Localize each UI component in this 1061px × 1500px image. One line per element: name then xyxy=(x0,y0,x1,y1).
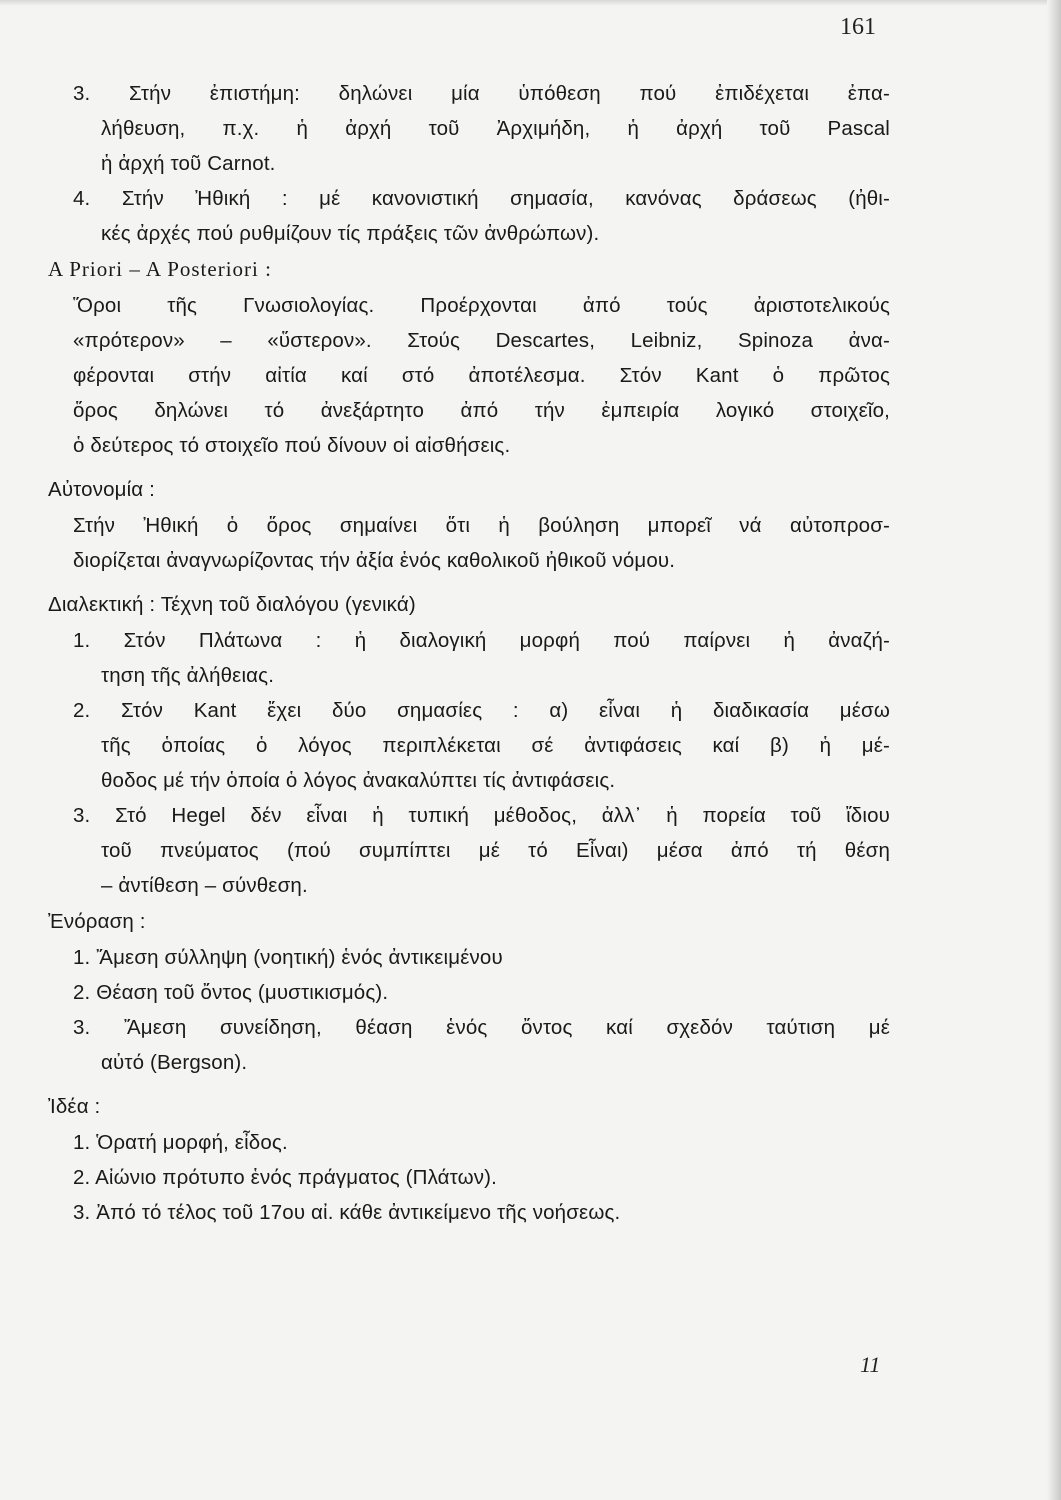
text-line: Στήν Ἠθική ὁ ὅρος σημαίνει ὅτι ἡ βούληση μπορεῖ νά αὐτοπροσ- xyxy=(73,514,890,537)
text-line: 4. Στήν Ἠθική : μέ κανονιστική σημασία, κανόνας δράσεως (ἠθι- xyxy=(73,187,890,210)
entry-heading-autonomy: Αὐτονομία : xyxy=(48,478,156,501)
glossary-text xyxy=(48,76,890,1230)
page-number: 161 xyxy=(840,14,876,40)
page-top-shadow xyxy=(0,0,1061,6)
list-item: 1. Ὁρατή μορφή, εἶδος. xyxy=(73,1131,288,1154)
entry-heading-intuition: Ἐνόραση : xyxy=(48,910,146,933)
text-line: φέρονται στήν αἰτία καί στό ἀποτέλεσμα. Στόν Kant ὁ πρῶτος xyxy=(73,364,890,387)
signature-folio: 11 xyxy=(860,1352,881,1377)
text-line: κές ἀρχές πού ρυθμίζουν τίς πράξεις τῶν ἀνθρώπων). xyxy=(101,222,600,245)
list-item: 2. Στόν Kant ἔχει δύο σημασίες : α) εἶναι ἡ διαδικασία μέσω xyxy=(73,699,890,722)
list-item: 2. Αἰώνιο πρότυπο ἑνός πράγματος (Πλάτων). xyxy=(73,1166,497,1189)
text-line: ὁ δεύτερος τό στοιχεῖο πού δίνουν οἱ αἰσθήσεις. xyxy=(73,434,511,457)
list-item: 3. Ἀπό τό τέλος τοῦ 17ου αἰ. κάθε ἀντικείμενο τῆς νοήσεως. xyxy=(73,1201,621,1224)
entry-heading-idea: Ἰδέα : xyxy=(48,1095,101,1118)
text-line: λήθευση, π.χ. ἡ ἀρχή τοῦ Ἀρχιμήδη, ἡ ἀρχή τοῦ Pascal xyxy=(101,117,890,140)
list-item-continuation: τοῦ πνεύματος (πού συμπίπτει μέ τό Εἶναι) μέσα ἀπό τή θέση xyxy=(101,839,890,862)
list-item-continuation: τῆς ὁποίας ὁ λόγος περιπλέκεται σέ ἀντιφάσεις καί β) ἡ μέ- xyxy=(101,734,890,757)
text-line: «πρότερον» – «ὕστερον». Στούς Descartes, Leibniz, Spinoza ἀνα- xyxy=(73,329,890,352)
list-item: 3. Στό Hegel δέν εἶναι ἡ τυπική μέθοδος, ἀλλ᾽ ἡ πορεία τοῦ ἴδιου xyxy=(73,804,890,827)
list-item-continuation: θοδος μέ τήν ὁποία ὁ λόγος ἀνακαλύπτει τίς ἀντιφάσεις. xyxy=(101,769,616,792)
page-edge-shadow xyxy=(1047,0,1061,1500)
list-item: 2. Θέαση τοῦ ὄντος (μυστικισμός). xyxy=(73,981,389,1004)
entry-heading-dialectic: Διαλεκτική : Τέχνη τοῦ διαλόγου (γενικά) xyxy=(48,593,416,616)
list-item: 1. Στόν Πλάτωνα : ἡ διαλογική μορφή πού παίρνει ἡ ἀναζή- xyxy=(73,629,890,652)
list-item-continuation: αὐτό (Bergson). xyxy=(101,1051,248,1074)
entry-heading-apriori: A Priori – A Posteriori : xyxy=(48,257,272,281)
text-line: ὅρος δηλώνει τό ἀνεξάρτητο ἀπό τήν ἐμπειρία λογικό στοιχεῖο, xyxy=(73,399,890,422)
list-item: 1. Ἄμεση σύλληψη (νοητική) ἑνός ἀντικειμένου xyxy=(73,946,503,969)
text-line: Ὅροι τῆς Γνωσιολογίας. Προέρχονται ἀπό τούς ἀριστοτελικούς xyxy=(73,294,890,317)
list-item-continuation: τηση τῆς ἀλήθειας. xyxy=(101,664,275,687)
text-line: ἡ ἀρχή τοῦ Carnot. xyxy=(101,152,276,175)
list-item-continuation: – ἀντίθεση – σύνθεση. xyxy=(101,874,308,897)
text-line: 3. Στήν ἐπιστήμη: δηλώνει μία ὑπόθεση πού ἐπιδέχεται ἐπα- xyxy=(73,82,890,105)
text-line: διορίζεται ἀναγνωρίζοντας τήν ἀξία ἑνός καθολικοῦ ἠθικοῦ νόμου. xyxy=(73,549,676,572)
list-item: 3. Ἄμεση συνείδηση, θέαση ἑνός ὄντος καί σχεδόν ταύτιση μέ xyxy=(73,1016,890,1039)
